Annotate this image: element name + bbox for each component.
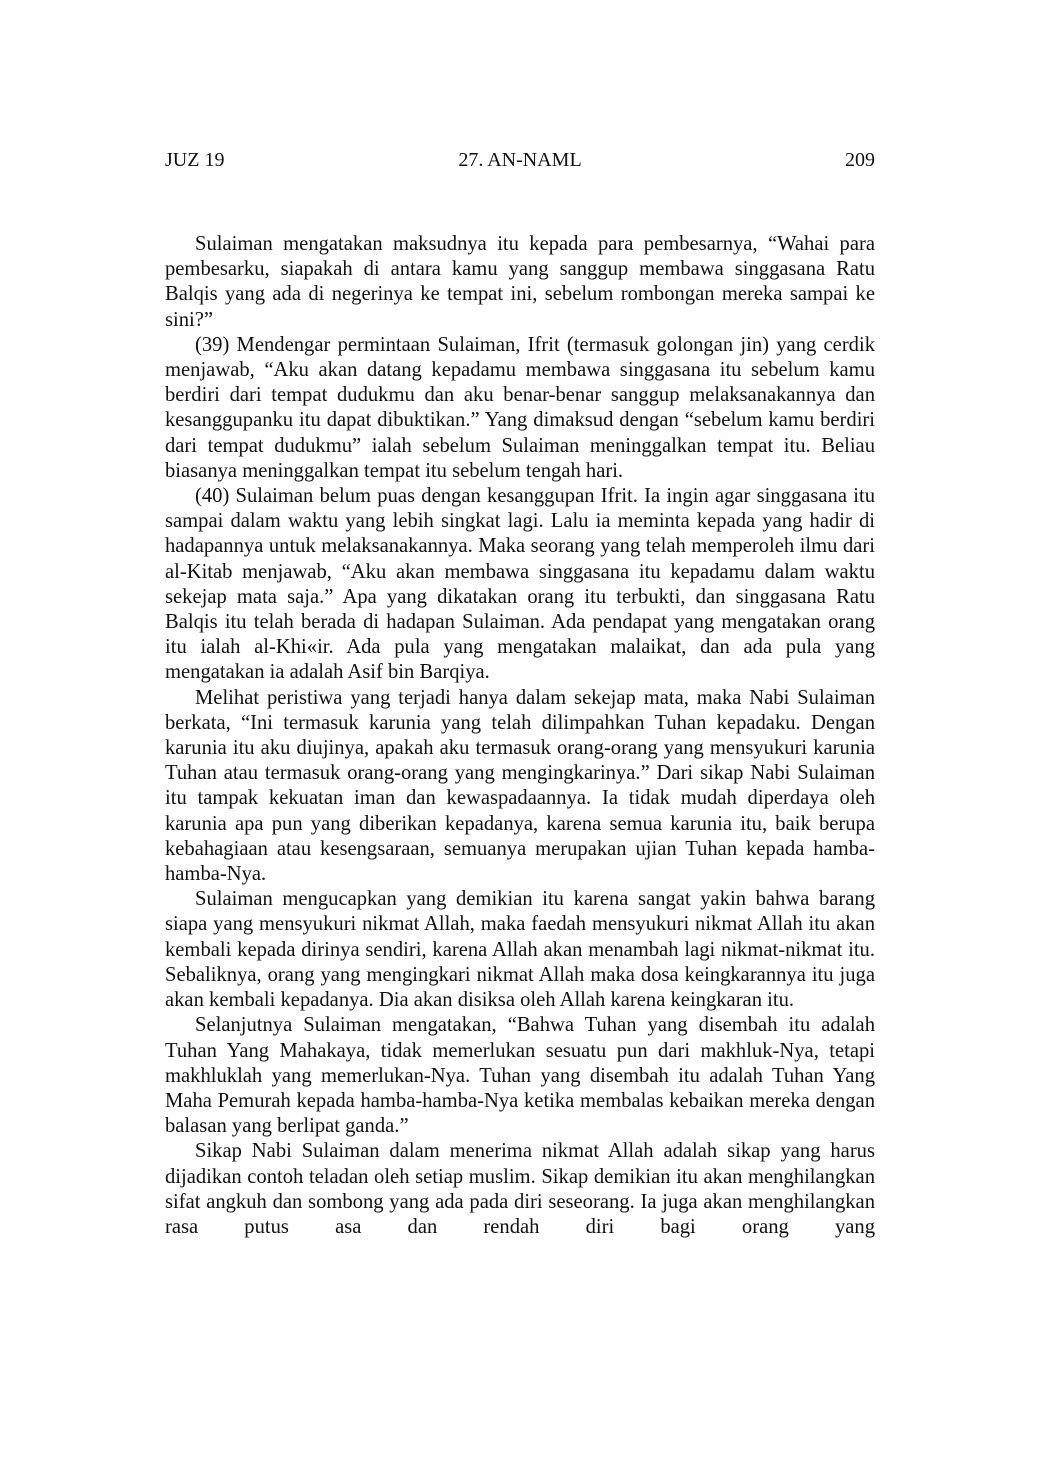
body-text xyxy=(165,232,875,1240)
paragraph: Sikap Nabi Sulaiman dalam menerima nikmat Allah adalah sikap yang harus dijadikan contoh teladan oleh setiap muslim. Sikap demikian itu akan menghilangkan sifat angkuh dan sombong yang ada pada diri seseorang. Ia juga akan menghilangkan rasa putus asa dan rendah diri bagi orang yang xyxy=(165,1140,875,1238)
paragraph: Sulaiman mengucapkan yang demikian itu karena sangat yakin bahwa barang siapa yang mensyukuri nikmat Allah, maka faedah mensyukuri nikmat Allah itu akan kembali kepada dirinya sendiri, karena Allah akan menambah lagi nikmat-nikmat itu. Sebaliknya, orang yang mengingkari nikmat Allah maka dosa keingkarannya itu juga akan kembali kepadanya. Dia akan disiksa oleh Allah karena keingkaran itu. xyxy=(165,888,875,1012)
paragraph: Sulaiman mengatakan maksudnya itu kepada para pembesarnya, “Wahai para pembesarku, siapakah di antara kamu yang sanggup membawa singgasana Ratu Balqis yang ada di negerinya ke tempat ini, sebelum rombongan mereka sampai ke sini?” xyxy=(165,233,875,331)
running-header xyxy=(165,146,875,174)
juz-label: JUZ 19 xyxy=(165,149,225,171)
paragraph: Melihat peristiwa yang terjadi hanya dalam sekejap mata, maka Nabi Sulaiman berkata, “Ini termasuk karunia yang telah dilimpahkan Tuhan kepadaku. Dengan karunia itu aku diujinya, apakah aku termasuk orang-orang yang mensyukuri karunia Tuhan atau termasuk orang-orang yang mengingkarinya.” Dari sikap Nabi Sulaiman itu tampak kekuatan iman dan kewaspadaannya. Ia tidak mudah diperdaya oleh karunia apa pun yang diberikan kepadanya, karena semua karunia itu, baik berupa kebahagiaan atau kesengsaraan, semuanya merupakan ujian Tuhan kepada hamba-hamba-Nya. xyxy=(165,686,875,886)
paragraph: (39) Mendengar permintaan Sulaiman, Ifrit (termasuk golongan jin) yang cerdik menjawab, “Aku akan datang kepadamu membawa singgasana itu sebelum kamu berdiri dari tempat dudukmu dan aku benar-benar sanggup melaksanakannya dan kesanggupanku itu dapat dibuktikan.” Yang dimaksud dengan “sebelum kamu berdiri dari tempat dudukmu” ialah sebelum Sulaiman meninggalkan tempat itu. Beliau biasanya meninggalkan tempat itu sebelum tengah hari. xyxy=(165,333,875,482)
surah-title: 27. AN-NAML xyxy=(458,149,582,171)
paragraph: Selanjutnya Sulaiman mengatakan, “Bahwa Tuhan yang disembah itu adalah Tuhan Yang Mahakaya, tidak memerlukan sesuatu pun dari makhluk-Nya, tetapi makhluklah yang memerlukan-Nya. Tuhan yang disembah itu adalah Tuhan Yang Maha Pemurah kepada hamba-hamba-Nya ketika membalas kebaikan mereka dengan balasan yang berlipat ganda.” xyxy=(165,1014,875,1138)
page-number: 209 xyxy=(845,149,875,171)
paragraph: (40) Sulaiman belum puas dengan kesanggupan Ifrit. Ia ingin agar singgasana itu sampai dalam waktu yang lebih singkat lagi. Lalu ia meminta kepada yang hadir di hadapannya untuk melaksanakannya. Maka seorang yang telah memperoleh ilmu dari al-Kitab menjawab, “Aku akan membawa singgasana itu kepadamu dalam waktu sekejap mata saja.” Apa yang dikatakan orang itu terbukti, dan singgasana Ratu Balqis itu telah berada di hadapan Sulaiman. Ada pendapat yang mengatakan orang itu ialah al-Khi«ir. Ada pula yang mengatakan malaikat, dan ada pula yang mengatakan ia adalah Asif bin Barqiya. xyxy=(165,485,875,684)
